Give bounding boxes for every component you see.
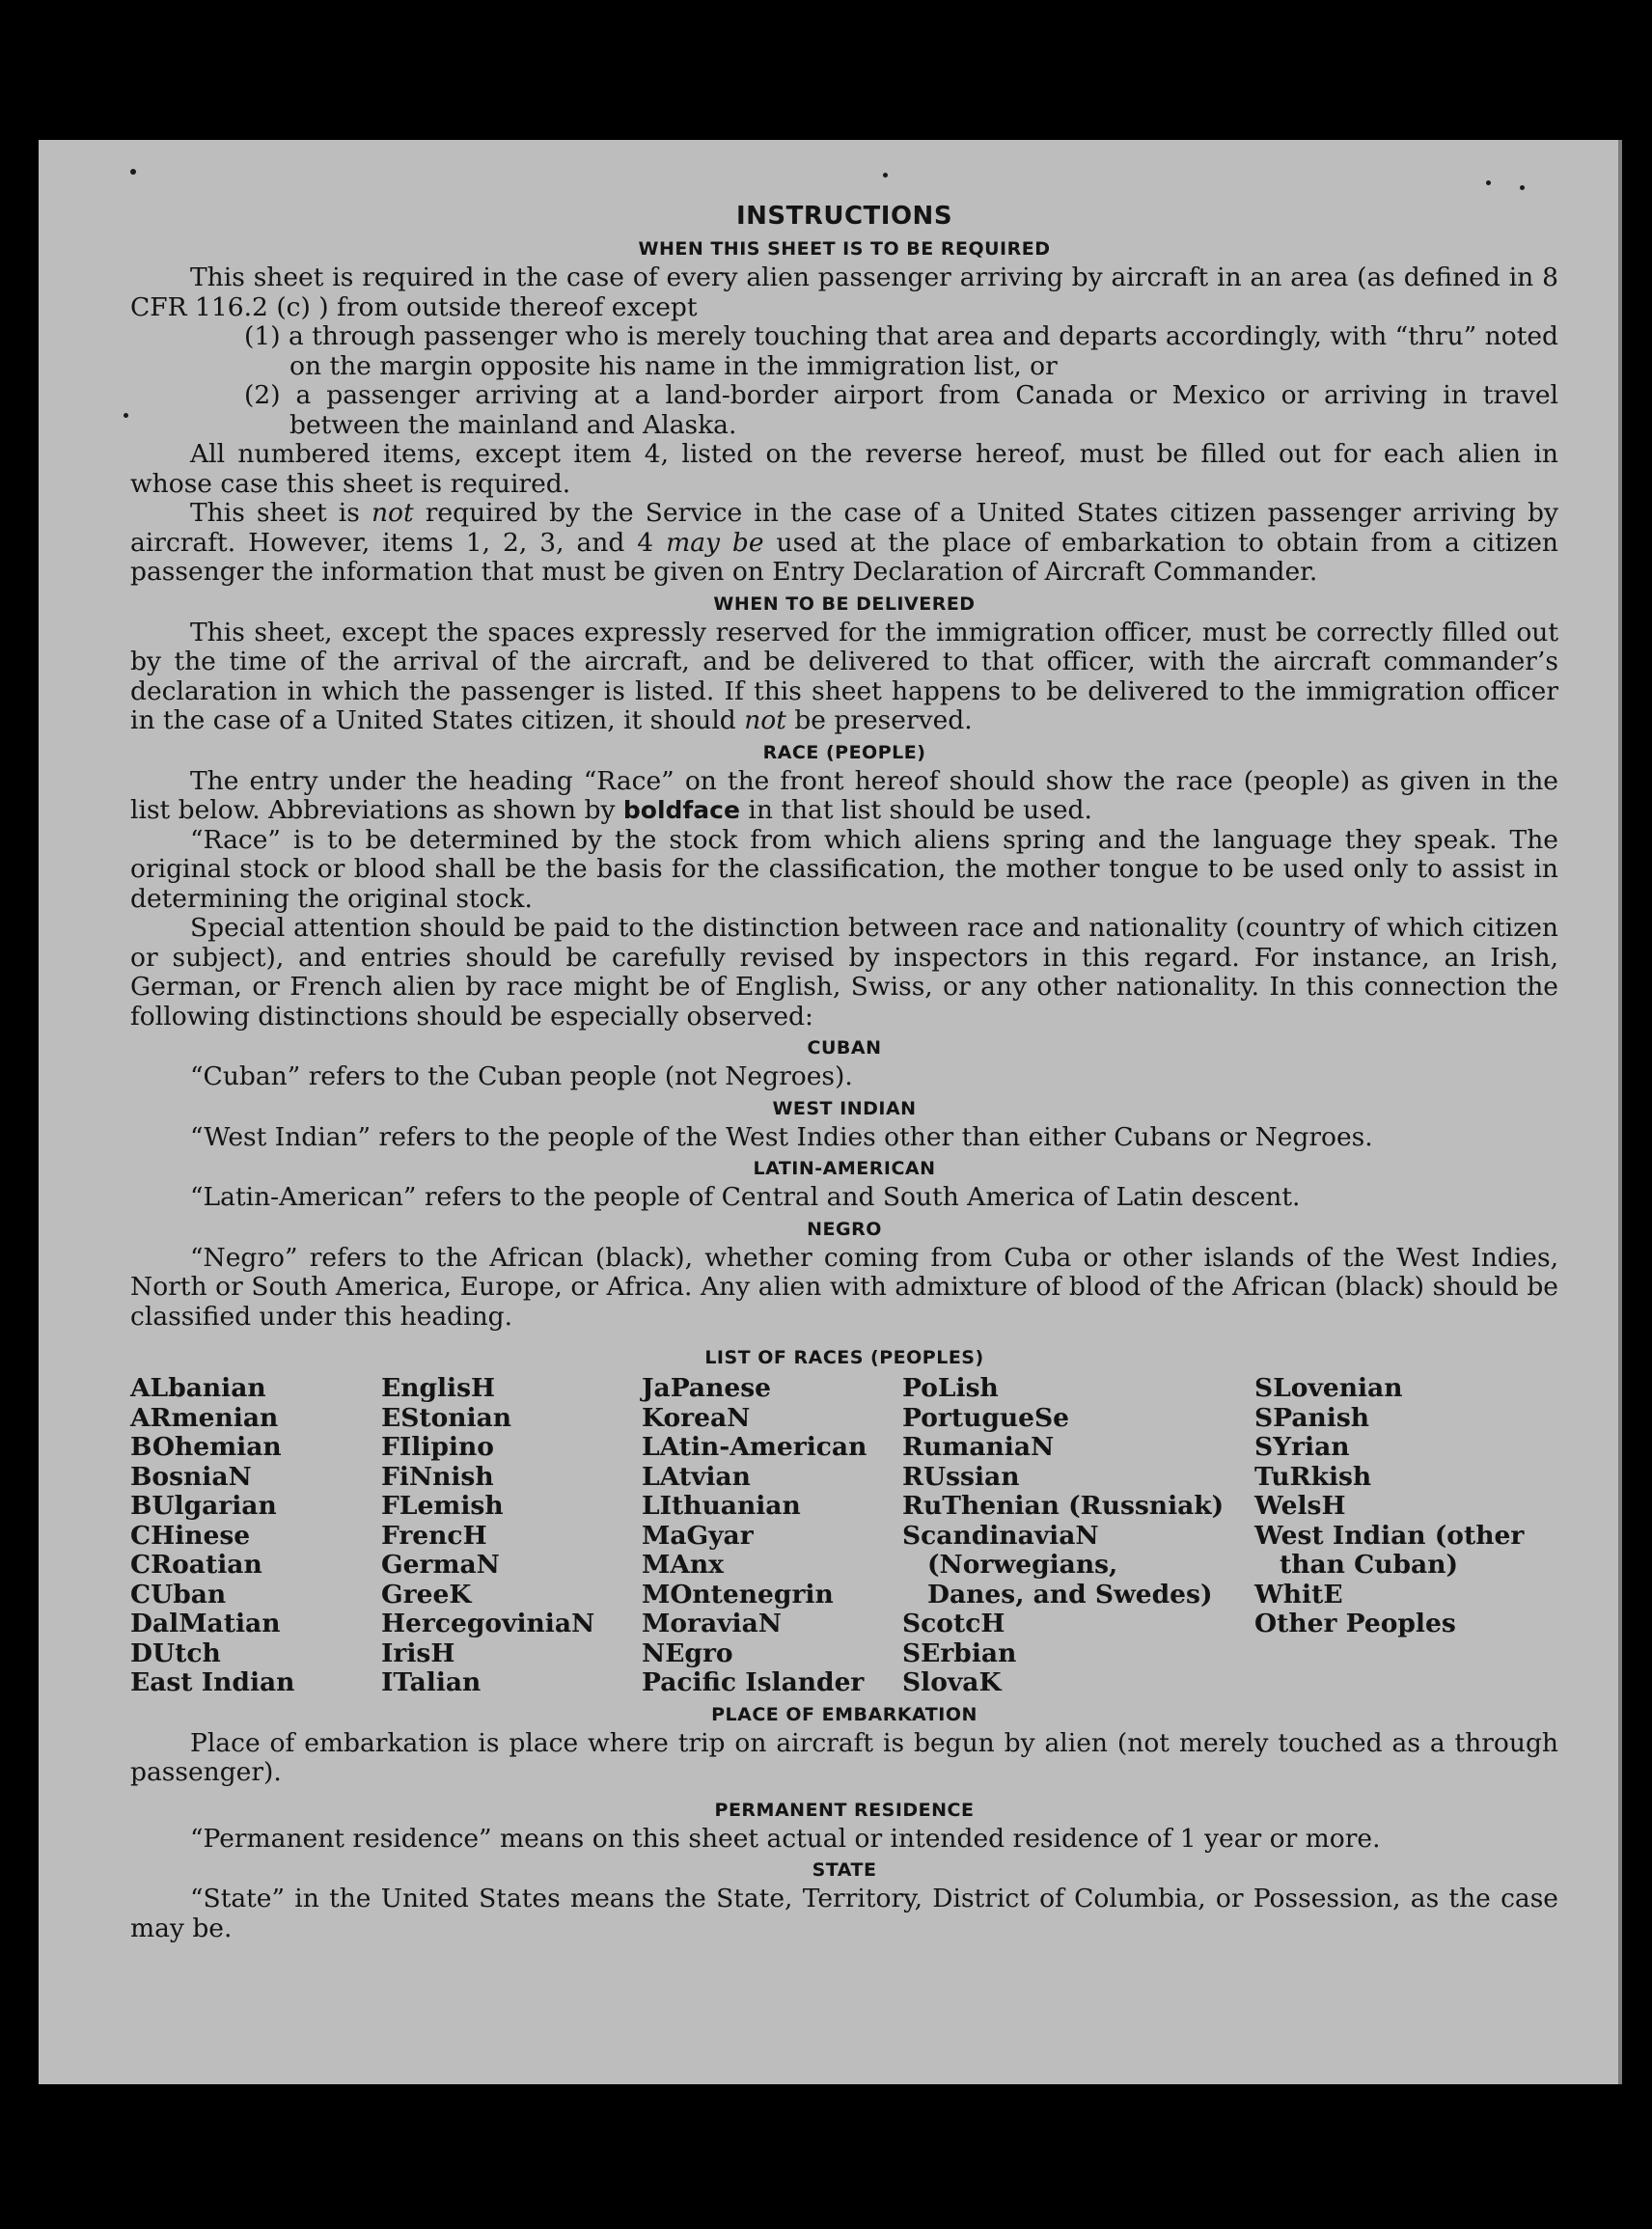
race-item: EnglisH (381, 1373, 496, 1403)
race-item: HercegoviniaN (381, 1609, 595, 1638)
paragraph-numbered-items: All numbered items, except item 4, listed on the reverse hereof, must be filled out for each alien in whose case this sheet is required. (130, 439, 1558, 499)
text-run: required by the Service in the case of a United States citizen passenger arriving by aircraft. However, items 1, 2, 3, and 4 (130, 498, 1558, 558)
race-item: GermaN (381, 1550, 500, 1580)
emphasis-text: not (371, 498, 414, 528)
boldface-text: boldface (622, 796, 740, 824)
race-item: FLemish (381, 1491, 504, 1521)
race-item: GreeK (381, 1579, 472, 1610)
paragraph-race-nationality: Special attention should be paid to the distinction between race and nationality (country of which citizen or subject), and entries should be carefully revised by inspectors in this regard. For instance, an Irish, German, or French alien by race might be of English, Swiss, or any other nationality. In this connection the following distinctions should be especially observed: (130, 913, 1558, 1032)
race-item: ALbanian (130, 1373, 266, 1403)
speck (124, 413, 128, 418)
race-item: SYrian (1254, 1432, 1350, 1462)
emphasis-text: not (744, 705, 786, 735)
races-column-5 (1254, 1374, 1544, 1698)
heading-when-required: WHEN THIS SHEET IS TO BE REQUIRED (638, 238, 1051, 260)
race-item: East Indian (130, 1667, 295, 1697)
race-item: RumaniaN (902, 1432, 1055, 1462)
heading-state: STATE (812, 1859, 877, 1881)
race-item: RUssian (902, 1461, 1020, 1492)
race-item: CUban (130, 1579, 227, 1610)
paragraph-negro: “Negro” refers to the African (black), whether coming from Cuba or other islands of the West Indies, North or South America, Europe, or Africa. Any alien with admixture of blood of the African (black) should be classified under this heading. (130, 1242, 1558, 1332)
race-item: ARmenian (130, 1402, 279, 1433)
race-item: EStonian (381, 1402, 512, 1433)
race-item: WelsH (1254, 1491, 1346, 1521)
race-item: SlovaK (902, 1667, 1002, 1697)
race-item: CRoatian (130, 1550, 262, 1580)
speck (130, 169, 136, 175)
speck (1486, 180, 1491, 185)
race-item: CHinese (130, 1520, 251, 1551)
paragraph-delivery (130, 619, 1558, 736)
race-item: MAnx (642, 1550, 724, 1580)
race-item: Other Peoples (1254, 1609, 1456, 1638)
race-item: WhitE (1254, 1579, 1343, 1610)
text-run: The entry under the heading “Race” on the front hereof should show the race (people) as given in the list below. Abbreviations as shown by (130, 765, 1558, 825)
heading-latin-american: LATIN-AMERICAN (753, 1158, 936, 1179)
paragraph-cuban: “Cuban” refers to the Cuban people (not Negroes). (190, 1061, 853, 1091)
race-item: LIthuanian (642, 1491, 801, 1521)
race-item: West Indian (other than Cuban) (1254, 1520, 1525, 1580)
heading-permanent-residence: PERMANENT RESIDENCE (714, 1799, 975, 1821)
heading-race: RACE (PEOPLE) (762, 741, 926, 763)
speck (883, 173, 888, 178)
race-item: PortugueSe (902, 1402, 1070, 1433)
race-item: JaPanese (642, 1373, 772, 1403)
races-column-2 (381, 1374, 642, 1698)
race-item: PoLish (902, 1373, 999, 1403)
text-run: be preserved. (785, 705, 973, 735)
race-item: BOhemian (130, 1432, 282, 1462)
paragraph-race-stock: “Race” is to be determined by the stock from which aliens spring and the language they speak. The original stock or blood shall be the basis for the classification, the mother tongue to be used only to assist in determining the original stock. (130, 824, 1558, 914)
page-title: INSTRUCTIONS (735, 202, 953, 231)
exception-item-1: (1) a through passenger who is merely touching that area and departs accordingly, with “thru” noted on the margin opposite his name in the immigration list, or (244, 321, 1558, 381)
heading-place-of-embarkation: PLACE OF EMBARKATION (711, 1703, 977, 1725)
race-item: IrisH (381, 1637, 455, 1668)
text-run: This sheet, except the spaces expressly reserved for the immigration officer, must be correctly filled out by the time of the arrival of the aircraft, and be delivered to that officer, with the aircraft commander’s declaration in which the passenger is listed. If this sheet happens to be delivered to the immigration officer in the case of a United States citizen, it should (130, 617, 1558, 735)
race-item: ScotcH (902, 1609, 1005, 1638)
text-run: in that list should be used. (739, 795, 1092, 825)
instructions-content (130, 200, 1558, 1943)
race-item: DalMatian (130, 1609, 281, 1638)
emphasis-text: may be (666, 527, 764, 558)
race-item: DUtch (130, 1637, 221, 1668)
race-item: FrencH (381, 1520, 487, 1551)
heading-west-indian: WEST INDIAN (772, 1097, 917, 1119)
race-item: KoreaN (642, 1402, 751, 1433)
paragraph-race-entry (130, 767, 1558, 826)
races-column-3 (642, 1374, 902, 1698)
paragraph-embarkation: Place of embarkation is place where trip on aircraft is begun by alien (not merely touched as a through passenger). (130, 1727, 1558, 1787)
exception-item-2: (2) a passenger arriving at a land-border airport from Canada or Mexico or arriving in travel between the mainland and Alaska. (244, 380, 1558, 440)
race-item: NEgro (642, 1637, 733, 1668)
race-item: ScandinaviaN (Norwegians, Danes, and Swedes) (902, 1520, 1213, 1610)
paragraph-state: “State” in the United States means the State, Territory, District of Columbia, or Possession, as the case may be. (130, 1884, 1558, 1943)
paragraph-latin-american: “Latin-American” refers to the people of Central and South America of Latin descent. (190, 1182, 1301, 1212)
race-item: RuThenian (Russniak) (902, 1491, 1225, 1521)
race-item: MoraviaN (642, 1609, 782, 1638)
heading-when-delivered: WHEN TO BE DELIVERED (713, 592, 976, 615)
race-item: ITalian (381, 1667, 482, 1697)
race-item: MaGyar (642, 1520, 754, 1551)
race-item: BosniaN (130, 1461, 252, 1492)
paragraph-residence: “Permanent residence” means on this sheet actual or intended residence of 1 year or more. (190, 1823, 1381, 1854)
races-column-4 (902, 1374, 1254, 1698)
document-page (39, 140, 1622, 2084)
race-item: BUlgarian (130, 1491, 277, 1521)
text-run: used at the place of embarkation to obtain from a citizen passenger the information that must be given on Entry Declaration of Aircraft Commander. (130, 527, 1558, 587)
race-item: LAtin-American (642, 1432, 867, 1462)
race-item: FiNnish (381, 1461, 494, 1492)
paragraph-citizen-passenger (130, 499, 1558, 588)
heading-negro: NEGRO (807, 1218, 882, 1240)
race-item: MOntenegrin (642, 1579, 834, 1610)
race-item: LAtvian (642, 1461, 751, 1492)
race-item: SLovenian (1254, 1373, 1403, 1403)
race-item: SErbian (902, 1637, 1017, 1668)
heading-cuban: CUBAN (807, 1037, 882, 1059)
speck (1520, 185, 1525, 190)
race-item: SPanish (1254, 1402, 1370, 1433)
races-list (130, 1374, 1558, 1698)
paragraph-required-intro: This sheet is required in the case of every alien passenger arriving by aircraft in an area (as defined in 8 CFR 116.2 (c) ) from outside thereof except (130, 262, 1558, 322)
paragraph-west-indian: “West Indian” refers to the people of the West Indies other than either Cubans or Negroes. (190, 1121, 1373, 1152)
race-item: Pacific Islander (642, 1667, 865, 1697)
race-item: FIlipino (381, 1432, 494, 1462)
race-item: TuRkish (1254, 1461, 1372, 1492)
text-run: This sheet is (190, 498, 372, 528)
heading-list-of-races: LIST OF RACES (PEOPLES) (704, 1347, 984, 1368)
races-column-1 (130, 1374, 381, 1698)
